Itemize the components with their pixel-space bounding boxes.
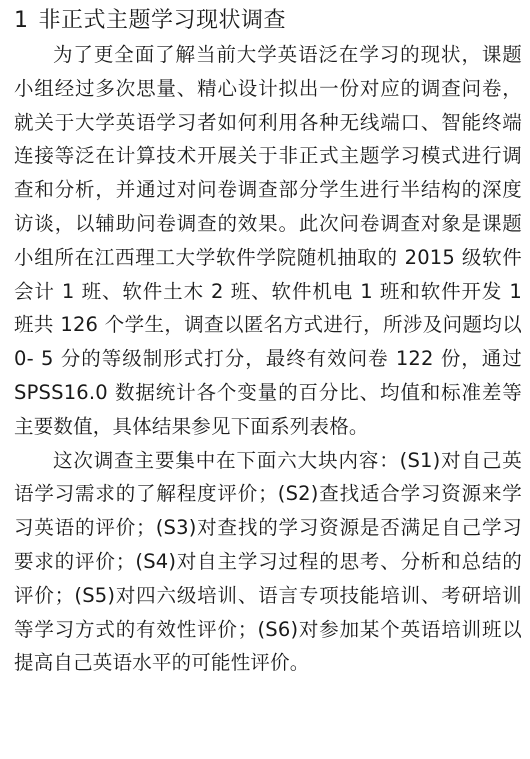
section-heading [14,4,522,38]
section-number: 1 [14,8,29,33]
paragraph-survey-contents: 这次调查主要集中在下面六大块内容：(S1)对自己英语学习需求的了解程度评价；(S2)查找适合学习资源来学习英语的评价；(S3)对查找的学习资源是否满足自己学习要求的评价；(S4)对自主学习过程的思考、分析和总结的评价；(S5)对四六级培训、语言专项技能培训、考研培训等学习方式的有效性评价；(S6)对参加某个英语培训班以提高自己英语水平的可能性评价。 [14,448,522,675]
paragraph-survey-intro: 为了更全面了解当前大学英语泛在学习的现状，课题小组经过多次思量、精心设计拟出一份对应的调查问卷，就关于大学英语学习者如何利用各种无线端口、智能终端连接等泛在计算技术开展关于非正式主题学习模式进行调查和分析，并通过对问卷调查部分学生进行半结构的深度访谈，以辅助问卷调查的效果。此次问卷调查对象是课题小组所在江西理工大学软件学院随机抽取的 2015 级软件会计 1 班、软件土木 2 班、软件机电 1 班和软件开发 1 班共 126 个学生，调查以匿名方式进行，所涉及问题均以 0- 5 分的等级制形式打分，最终有效问卷 122 份，通过 SPSS16.0 数据统计各个变量的百分比、均值和标准差等主要数值，具体结果参见下面系列表格。 [14,43,522,438]
section-title: 非正式主题学习现状调查 [38,8,287,33]
